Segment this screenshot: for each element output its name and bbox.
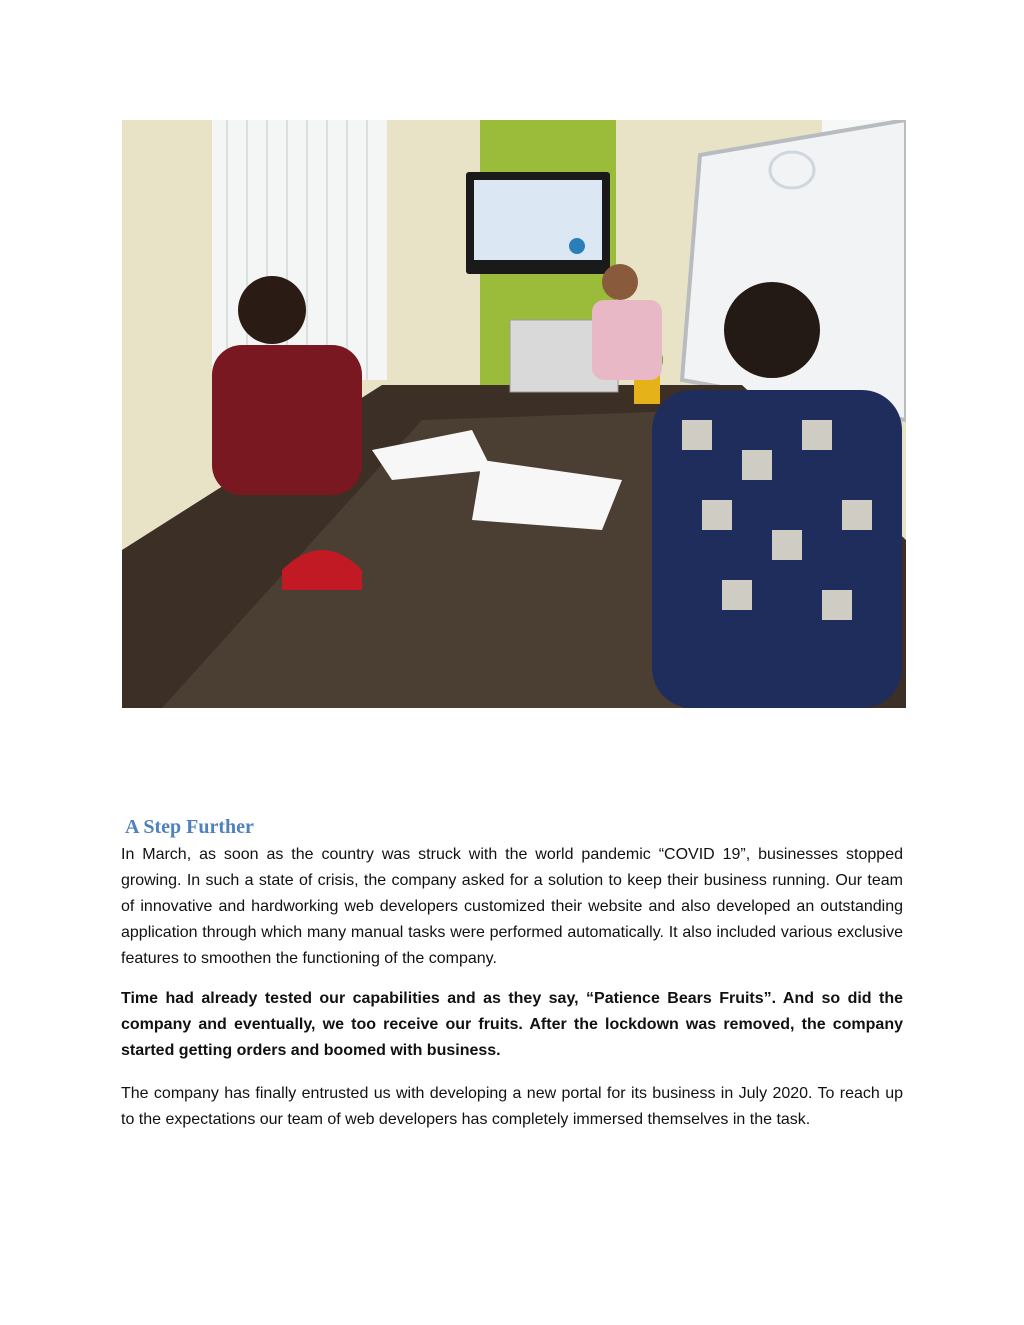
paragraph-3: The company has finally entrusted us with developing a new portal for its business in July 2020. To reach up to the expectations our team of web developers has completely immersed themselves in the task. — [121, 1085, 903, 1128]
paragraph-1: In March, as soon as the country was struck with the world pandemic “COVID 19”, businesses stopped growing. In such a state of crisis, the company asked for a solution to keep their business running. Our team of innovative and hardworking web developers customized their website and also developed an outstanding application through which many manual tasks were performed automatically. It also included various exclusive features to smoothen the functioning of the company. — [121, 846, 903, 967]
paragraph-2-bold: Time had already tested our capabilities and as they say, “Patience Bears Fruits”. And so did the company and eventually, we too receive our fruits. After the lockdown was removed, the company started getting orders and boomed with business. — [121, 990, 903, 1059]
section-heading: A Step Further — [125, 816, 254, 838]
meeting-photo-illustration — [122, 120, 906, 708]
meeting-photo — [122, 120, 906, 708]
